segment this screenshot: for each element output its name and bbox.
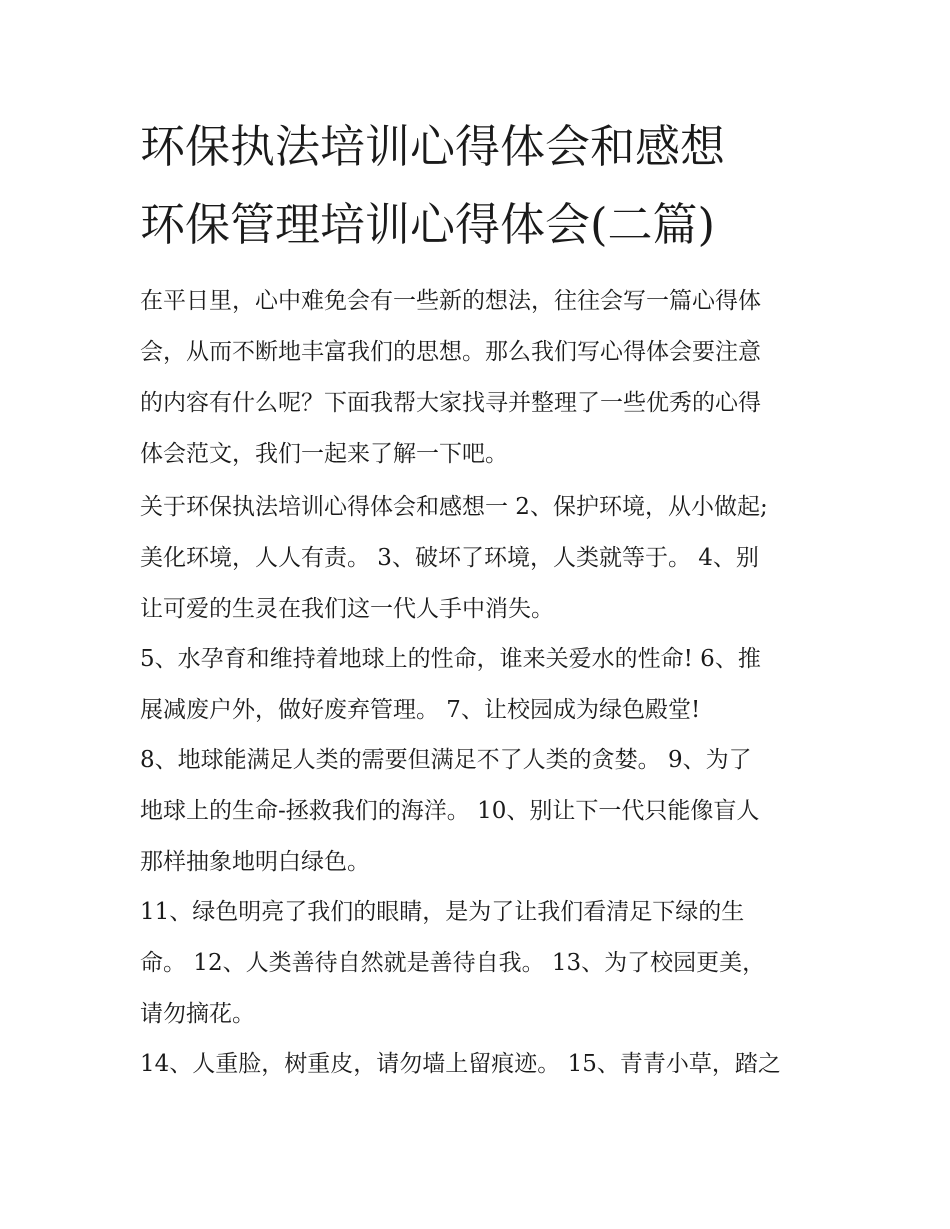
paragraph-intro [140, 276, 820, 480]
text-line: 命。 12、人类善待自然就是善待自我。 13、为了校园更美， [140, 950, 766, 976]
text-line: 地球上的生命-拯救我们的海洋。 10、别让下一代只能像盲人 [140, 798, 760, 824]
text-line: 5、水孕育和维持着地球上的性命，谁来关爱水的性命! 6、推 [140, 646, 761, 672]
paragraph-slogans-2 [140, 634, 820, 736]
text-line: 让可爱的生灵在我们这一代人手中消失。 [140, 596, 554, 622]
text-line: 那样抽象地明白绿色。 [140, 849, 370, 875]
paragraph-slogans-3 [140, 735, 820, 888]
text-line: 展减废户外，做好废弃管理。 7、让校园成为绿色殿堂! [140, 697, 701, 723]
paragraph-slogans-4 [140, 887, 820, 1040]
text-line: 在平日里，心中难免会有一些新的想法，往往会写一篇心得体 [140, 288, 761, 314]
text-line: 会，从而不断地丰富我们的思想。那么我们写心得体会要注意 [140, 339, 761, 365]
text-line: 体会范文，我们一起来了解一下吧。 [140, 441, 508, 467]
paragraph-slogans-5 [140, 1039, 820, 1090]
text-line: 关于环保执法培训心得体会和感想一 2、保护环境，从小做起; [140, 494, 768, 520]
document-title-line-1: 环保执法培训心得体会和感想 [140, 120, 726, 173]
text-line: 请勿摘花。 [140, 1001, 255, 1027]
text-line: 的内容有什么呢？下面我帮大家找寻并整理了一些优秀的心得 [140, 390, 761, 416]
document-title-line-2: 环保管理培训心得体会(二篇) [140, 198, 716, 251]
paragraph-slogans-1 [140, 482, 820, 635]
text-line: 美化环境，人人有责。 3、破坏了环境，人类就等于。 4、别 [140, 545, 759, 571]
text-line: 11、绿色明亮了我们的眼睛，是为了让我们看清足下绿的生 [140, 899, 745, 925]
text-line: 8、地球能满足人类的需要但满足不了人类的贪婪。 9、为了 [140, 747, 752, 773]
text-line: 14、人重脸，树重皮，请勿墙上留痕迹。 15、青青小草，踏之 [140, 1051, 781, 1077]
